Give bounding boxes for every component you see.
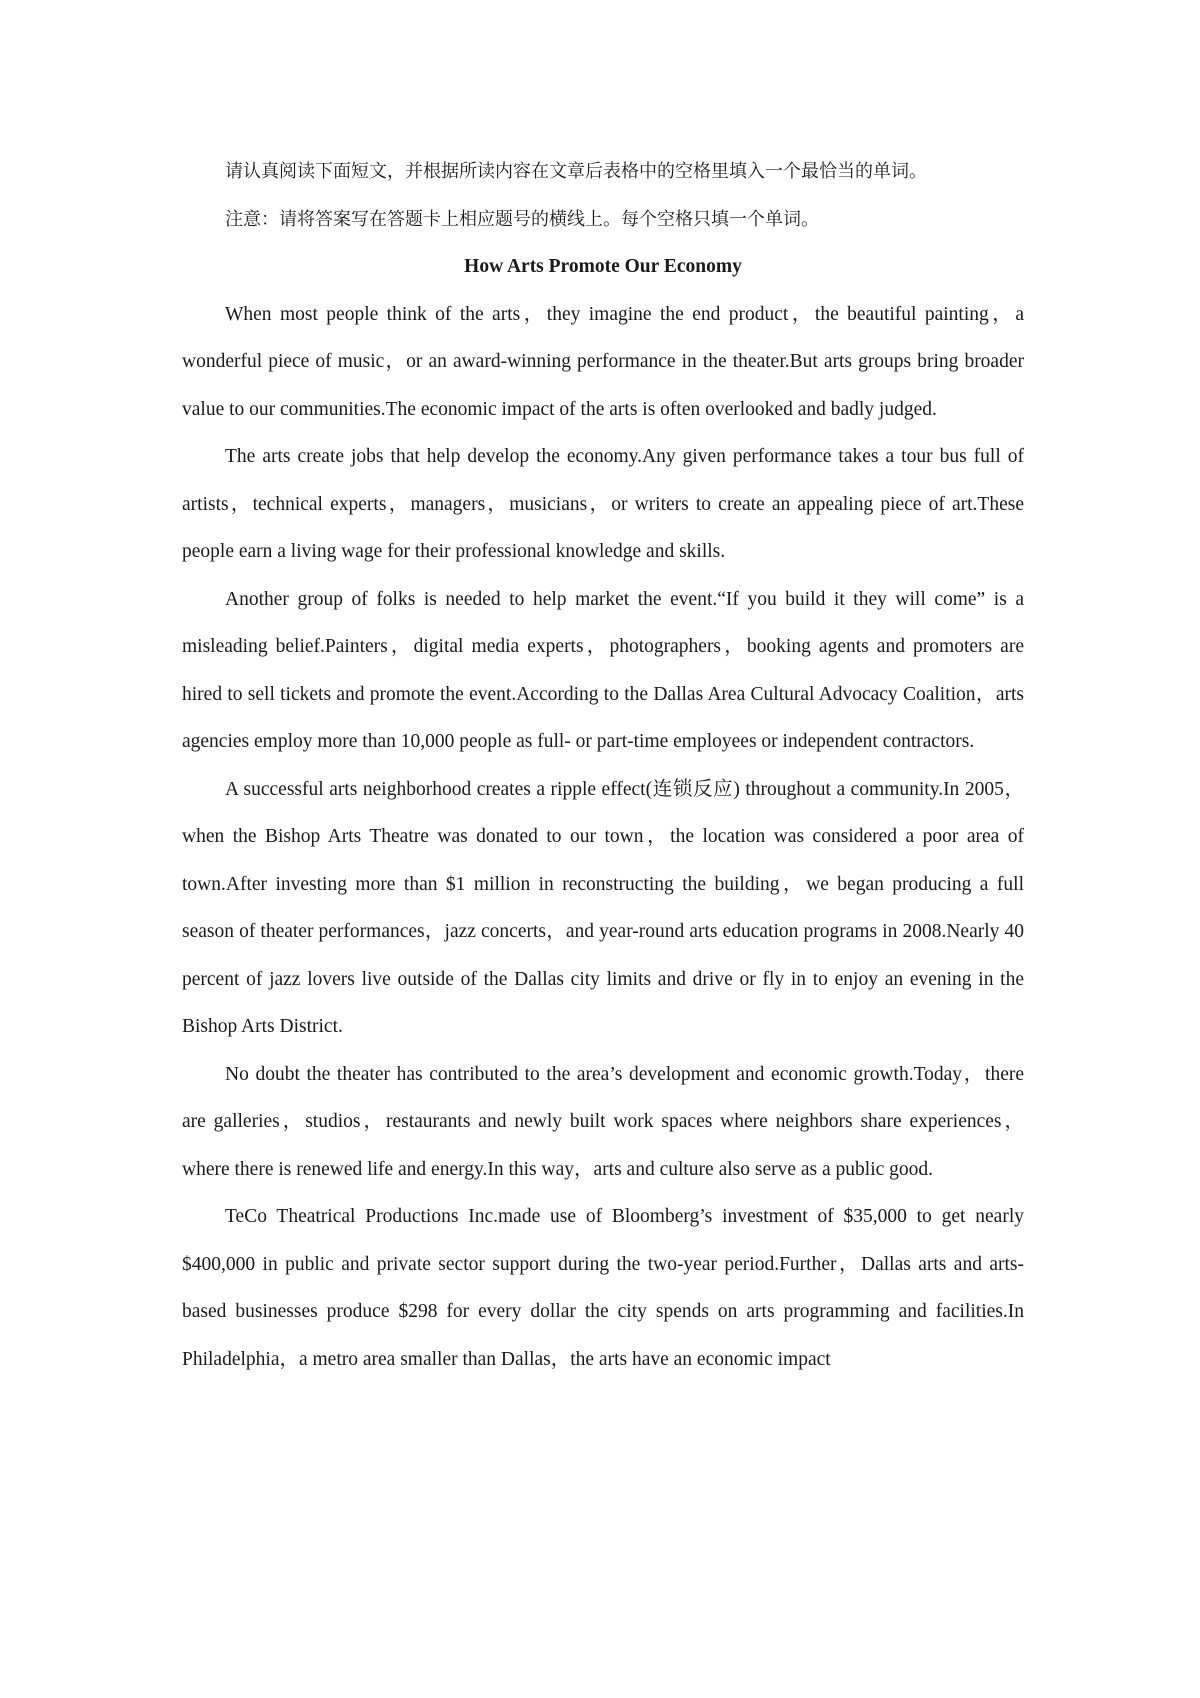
instruction-note: 注意：请将答案写在答题卡上相应题号的横线上。每个空格只填一个单词。 bbox=[225, 208, 819, 230]
article-paragraph-3: Another group of folks is needed to help market the event.“If you build it they will come” is a misleading belief.Painters，digital media experts，photographers，booking agents and promoters are hired to sell tickets and promote the event.According to the Dallas Area Cultural Advocacy Coalition，arts agencies employ more than 10,000 people as full- or part-time employees or independent contractors. bbox=[182, 588, 1024, 752]
article-paragraph-5: No doubt the theater has contributed to the area’s development and economic growth.Today，there are galleries，studios，restaurants and newly built work spaces where neighbors share experiences，where there is renewed life and energy.In this way，arts and culture also serve as a public good. bbox=[182, 1063, 1024, 1180]
article-paragraph-4: A successful arts neighborhood creates a ripple effect(连锁反应) throughout a community.In 2005，when the Bishop Arts Theatre was donated to our town，the location was considered a poor area of town.After investing more than $1 million in reconstructing the building，we began producing a full season of theater performances，jazz concerts，and year-round arts education programs in 2008.Nearly 40 percent of jazz lovers live outside of the Dallas city limits and drive or fly in to enjoy an evening in the Bishop Arts District. bbox=[182, 778, 1024, 1037]
article-title: How Arts Promote Our Economy bbox=[464, 256, 742, 277]
document-body bbox=[182, 148, 1024, 1383]
article-paragraph-6: TeCo Theatrical Productions Inc.made use of Bloomberg’s investment of $35,000 to get nearly $400,000 in public and private sector support during the two-year period.Further，Dallas arts and arts-based businesses produce $298 for every dollar the city spends on arts programming and facilities.In Philadelphia，a metro area smaller than Dallas，the arts have an economic impact bbox=[182, 1206, 1024, 1370]
article-paragraph-1: When most people think of the arts，they imagine the end product，the beautiful painting，a wonderful piece of music，or an award-winning performance in the theater.But arts groups bring broader value to our communities.The economic impact of the arts is often overlooked and badly judged. bbox=[182, 303, 1024, 420]
instruction-text: 请认真阅读下面短文，并根据所读内容在文章后表格中的空格里填入一个最恰当的单词。 bbox=[225, 161, 927, 182]
article-paragraph-2: The arts create jobs that help develop the economy.Any given performance takes a tour bus full of artists，technical experts，managers，musicians，or writers to create an appealing piece of art.These people earn a living wage for their professional knowledge and skills. bbox=[182, 446, 1024, 562]
